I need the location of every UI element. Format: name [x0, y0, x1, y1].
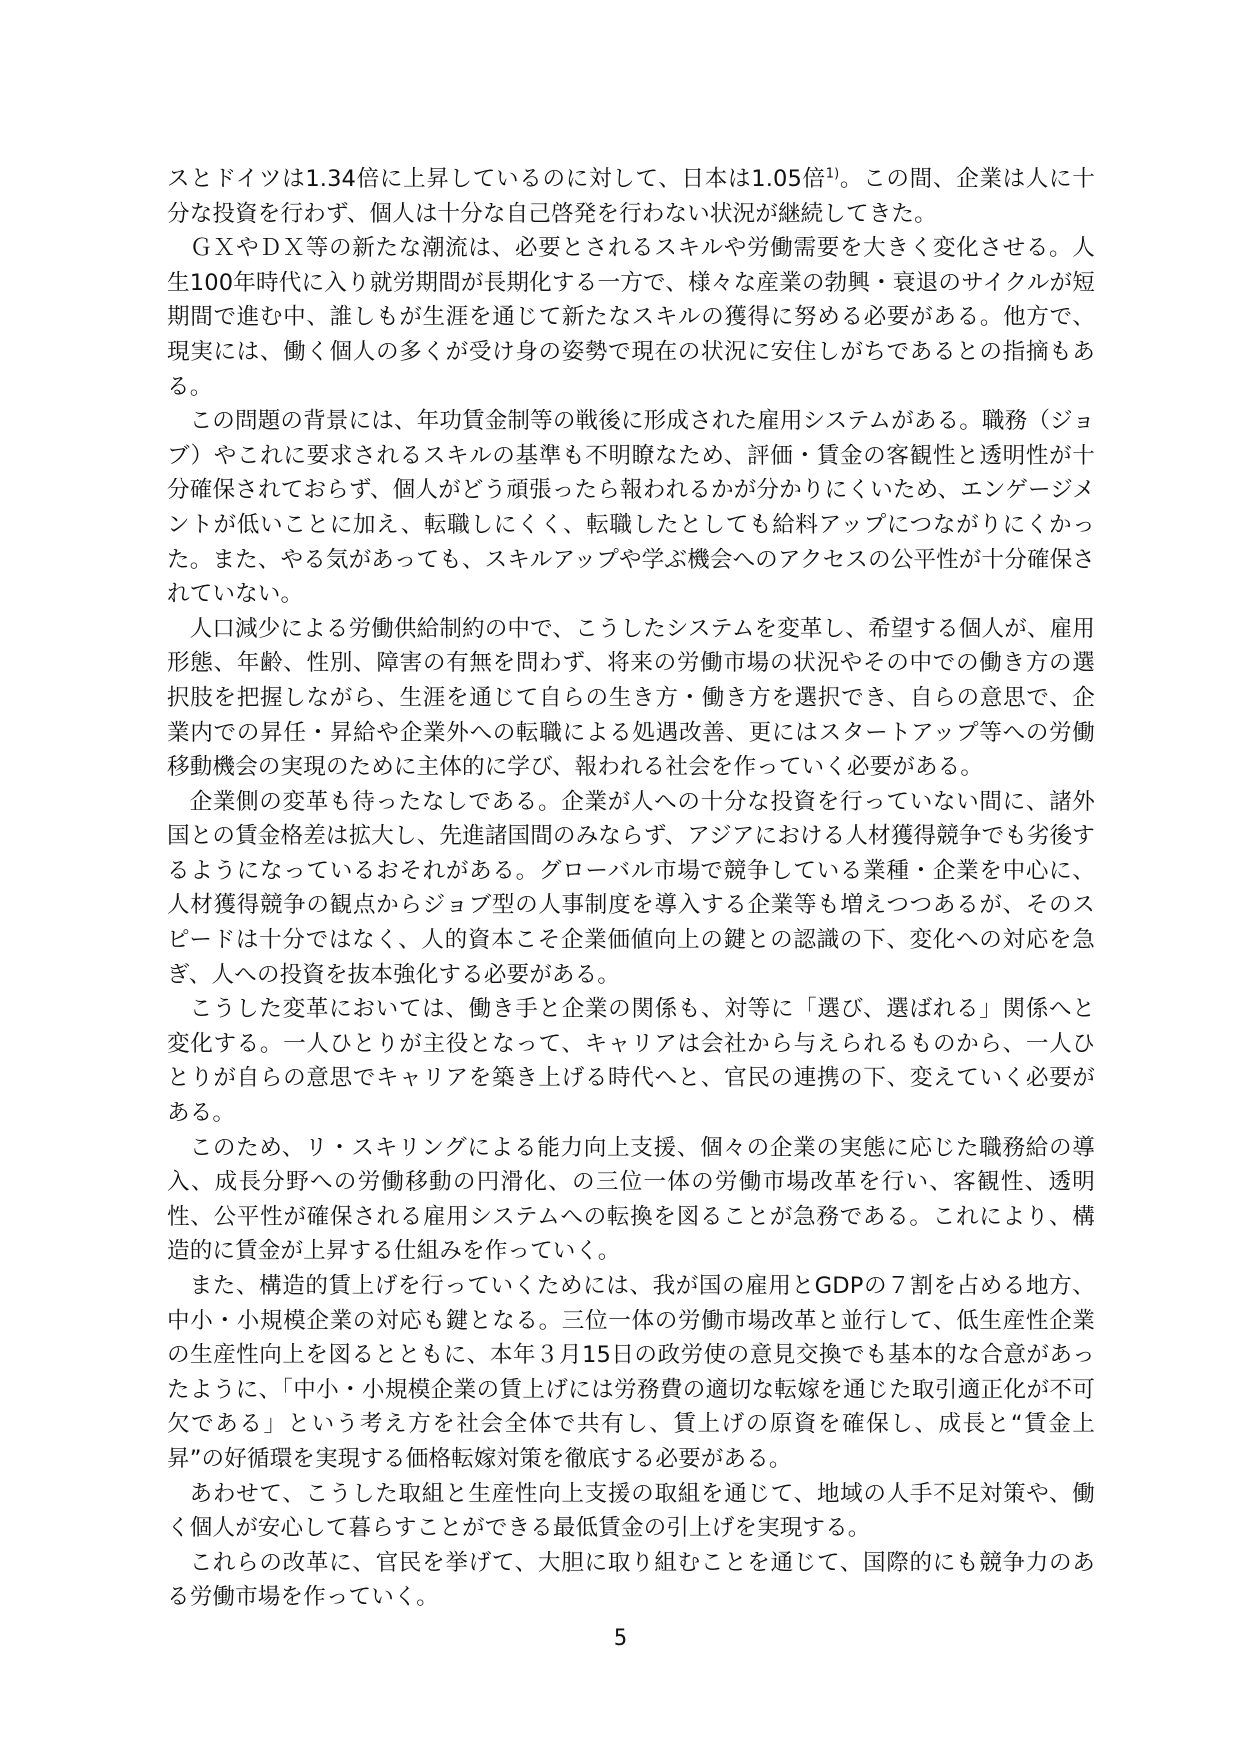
paragraph-5: 企業側の変革も待ったなしである。企業が人への十分な投資を行っていない間に、諸外国との賃金格差は拡大し、先進諸国間のみならず、アジアにおける人材獲得競争でも劣後するようになっているおそれがある。グローバル市場で競争している業種・企業を中心に、人材獲得競争の観点からジョブ型の人事制度を導入する企業等も増えつつあるが、そのスピードは十分ではなく、人的資本こそ企業価値向上の鍵との認識の下、変化への対応を急ぎ、人への投資を抜本強化する必要がある。 [167, 788, 1095, 988]
paragraph-9: あわせて、こうした取組と生産性向上支援の取組を通じて、地域の人手不足対策や、働く個人が安心して暮らすことができる最低賃金の引上げを実現する。 [167, 1480, 1095, 1542]
paragraph-8: また、構造的賃上げを行っていくためには、我が国の雇用とGDPの７割を占める地方、中小・小規模企業の対応も鍵となる。三位一体の労働市場改革と並行して、低生産性企業の生産性向上を図るとともに、本年３月15日の政労使の意見交換でも基本的な合意があったように、「中小・小規模企業の賃上げには労務費の適切な転嫁を通じた取引適正化が不可欠である」という考え方を社会全体で共有し、賃上げの原資を確保し、成長と“賃金上昇”の好循環を実現する価格転嫁対策を徹底する必要がある。 [167, 1273, 1095, 1472]
paragraph-6: こうした変革においては、働き手と企業の関係も、対等に「選び、選ばれる」関係へと変化する。一人ひとりが主役となって、キャリアは会社から与えられるものから、一人ひとりが自らの意思でキャリアを築き上げる時代へと、官民の連携の下、変えていく必要がある。 [167, 996, 1095, 1127]
footnote-marker-1[interactable]: 1) [825, 166, 840, 182]
paragraph-3: この問題の背景には、年功賃金制等の戦後に形成された雇用システムがある。職務（ジョブ）やこれに要求されるスキルの基準も不明瞭なため、評価・賃金の客観性と透明性が十分確保されておらず、個人がどう頑張ったら報われるかが分かりにくいため、エンゲージメントが低いことに加え、転職しにくく、転職したとしても給料アップにつながりにくかった。また、やる気があっても、スキルアップや学ぶ機会へのアクセスの公平性が十分確保されていない。 [167, 408, 1095, 608]
paragraph-7: このため、リ・スキリングによる能力向上支援、個々の企業の実態に応じた職務給の導入、成長分野への労働移動の円滑化、の三位一体の労働市場改革を行い、客観性、透明性、公平性が確保される雇用システムへの転換を図ることが急務である。これにより、構造的に賃金が上昇する仕組みを作っていく。 [167, 1134, 1095, 1265]
paragraph-1-text-after-footnote: 。この間、企業は人に十分な投資を行わず、個人は十分な自己啓発を行わない状況が継続してきた。 [167, 166, 1095, 227]
document-body [167, 162, 1095, 1615]
paragraph-1 [167, 162, 1095, 231]
paragraph-4: 人口減少による労働供給制約の中で、こうしたシステムを変革し、希望する個人が、雇用形態、年齢、性別、障害の有無を問わず、将来の労働市場の状況やその中での働き方の選択肢を把握しながら、生涯を通じて自らの生き方・働き方を選択でき、自らの意思で、企業内での昇任・昇給や企業外への転職による処遇改善、更にはスタートアップ等への労働移動機会の実現のために主体的に学び、報われる社会を作っていく必要がある。 [167, 615, 1095, 781]
paragraph-10: これらの改革に、官民を挙げて、大胆に取り組むことを通じて、国際的にも競争力のある労働市場を作っていく。 [167, 1549, 1095, 1611]
page-number: 5 [613, 1626, 628, 1651]
paragraph-2: ＧＸやＤＸ等の新たな潮流は、必要とされるスキルや労働需要を大きく変化させる。人生100年時代に入り就労期間が長期化する一方で、様々な産業の勃興・衰退のサイクルが短期間で進む中、誰しもが生涯を通じて新たなスキルの獲得に努める必要がある。他方で、現実には、働く個人の多くが受け身の姿勢で現在の状況に安住しがちであるとの指摘もある。 [167, 235, 1095, 400]
paragraph-1-text-before-footnote: スとドイツは1.34倍に上昇しているのに対して、日本は1.05倍 [167, 166, 826, 192]
